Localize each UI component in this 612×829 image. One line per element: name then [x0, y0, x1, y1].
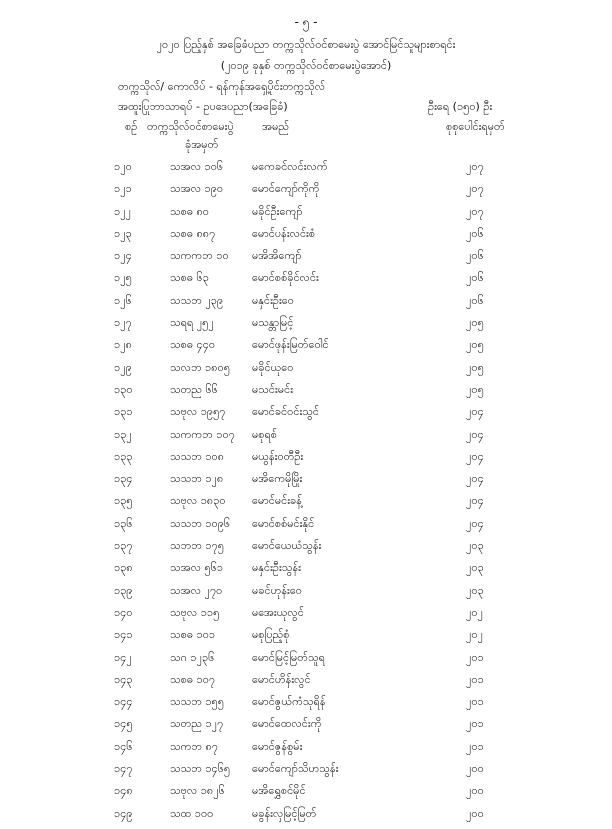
column-header-name: အမည်	[262, 120, 290, 133]
student-name: မအေးယုလွင်	[252, 605, 304, 619]
total-marks: ၂၀၄	[466, 427, 484, 441]
student-name: မသင်းမင်း	[252, 382, 293, 396]
total-marks: ၂၀၄	[466, 494, 484, 508]
total-marks: ၂၀၁	[466, 650, 484, 664]
roll-number: သစဓ ၆၃	[170, 271, 209, 285]
roll-number: သကကဘ ၁၀၇	[170, 427, 235, 441]
roll-number: သသဘ ၁၀၈	[170, 449, 225, 463]
row-number: ၁၃၀	[114, 382, 133, 396]
roll-number: သစဓ ၈၈၇	[170, 226, 216, 240]
roll-number: သအလ ၅၆၁	[170, 561, 224, 575]
roll-number: သတည ၁၂၇	[170, 717, 224, 731]
row-number: ၁၃၂	[114, 427, 132, 441]
student-name: မအိကေမိုမြိုး	[252, 472, 303, 486]
table-row	[0, 807, 612, 829]
row-number: ၁၄၁	[114, 628, 133, 642]
student-name: မောင်ပန်းလင်းစံ	[252, 226, 316, 240]
table-row	[0, 428, 612, 450]
table-row	[0, 651, 612, 673]
student-name: မကေခင်လင်းလက်	[252, 160, 328, 173]
row-number: ၁၄၀	[114, 605, 133, 619]
roll-number: သဗုလ ၁၈၂၆	[170, 784, 225, 798]
row-number: ၁၂၆	[114, 293, 132, 307]
row-number: ၁၄၃	[114, 672, 133, 686]
roll-number: သလဘ ၁၈၀၅	[170, 360, 230, 374]
student-name: မောင်မြင့်မြတ်သူရ	[252, 650, 325, 664]
student-name: မသန္တာမြင့်	[252, 316, 294, 330]
student-name: မောင်ဟိန်းလွင်	[252, 672, 311, 686]
row-number: ၁၂၄	[114, 249, 132, 263]
total-marks: ၂၀၀	[466, 762, 484, 776]
row-number: ၁၂၂	[114, 204, 131, 218]
total-marks: ၂၀၃	[466, 583, 484, 597]
student-name: မခိုင်ယုဝေ	[252, 360, 294, 374]
row-number: ၁၃၉	[114, 583, 133, 597]
student-name: မောင်ဇွန်စွမ်း	[252, 739, 303, 753]
total-marks: ၂၀၀	[466, 806, 484, 820]
total-marks: ၂၀၄	[466, 516, 484, 530]
row-number: ၁၄၇	[114, 762, 133, 776]
total-marks: ၂၀၂	[466, 628, 483, 642]
roll-number: သအလ ၁၀၆	[170, 160, 224, 173]
row-number: ၁၄၄	[114, 695, 133, 709]
row-number: ၁၄၈	[114, 784, 133, 798]
total-marks: ၂၀၅	[466, 360, 484, 374]
roll-number: သဗုလ ၁၉၅၇	[170, 405, 226, 419]
total-count: ဦးရေ (၁၅၀) ဦး	[428, 100, 493, 113]
roll-number: သအလ ၁၉၀	[170, 182, 224, 196]
total-marks: ၂၀၁	[466, 672, 484, 686]
column-header-roll: တက္ကသိုလ်ဝင်စာမေးပွဲ	[147, 120, 234, 133]
table-row	[0, 160, 612, 182]
total-marks: ၂၀၁	[466, 695, 484, 709]
table-row	[0, 717, 612, 739]
student-name: မနှင်းဦးသွန်း	[252, 561, 301, 575]
student-name: မခွန်းလှမြင့်မြတ်	[252, 806, 317, 820]
table-row	[0, 316, 612, 338]
student-name: မောင်ခင်ဝင်းသွင်	[252, 405, 319, 419]
table-row	[0, 606, 612, 628]
column-header-no: စဉ်	[125, 120, 138, 133]
student-name: မောင်ကျော်ကိုကို	[252, 182, 320, 196]
row-number: ၁၂၈	[114, 338, 132, 352]
roll-number: သသဘ ၁၂၈	[170, 472, 224, 486]
total-marks: ၂၀၄	[466, 449, 484, 463]
total-marks: ၂၀၇	[466, 160, 484, 173]
table-row	[0, 628, 612, 650]
table-row	[0, 450, 612, 472]
table-row	[0, 695, 612, 717]
student-name: မစုပြည့်စုံ	[252, 628, 290, 642]
total-marks: ၂၀၃	[466, 539, 484, 553]
student-name: မယွန်းဝတီဦး	[252, 449, 304, 463]
roll-number: သရရ ၂၅၂	[170, 316, 214, 330]
table-row	[0, 494, 612, 516]
roll-number: သကကဘ ၁၀	[170, 249, 229, 263]
table-row	[0, 205, 612, 227]
row-number: ၁၃၅	[114, 494, 133, 508]
table-row	[0, 517, 612, 539]
table-row	[0, 472, 612, 494]
table-row	[0, 271, 612, 293]
roll-number: သတည ၆၆	[170, 382, 218, 396]
document-subtitle: (၂၀၁၉ ခုနှစ် တက္ကသိုလ်ဝင်စာမေးပွဲအောင်)	[220, 59, 392, 72]
row-number: ၁၂၉	[114, 360, 132, 374]
roll-number: သသဘ ၁၀၉၆	[170, 516, 231, 530]
student-name: မအိအိကျော်	[252, 249, 302, 263]
total-marks: ၂၀၁	[466, 739, 484, 753]
roll-number: သဂ ၁၂၃၆	[170, 650, 215, 664]
row-number: ၁၃၁	[114, 405, 133, 419]
row-number: ၁၂၁	[114, 182, 132, 196]
table-row	[0, 182, 612, 204]
subject-line: အထူးပြုဘာသာရပ် - ဥပဒေပညာ(အခြေခံ)	[118, 100, 288, 113]
student-name: မောင်ထေလင်းကို	[252, 717, 322, 731]
student-name: မောင်စစ်ခိုင်လင်း	[252, 271, 319, 285]
column-header-roll-sub: ခုံအမှတ်	[185, 138, 219, 151]
total-marks: ၂၀၆	[466, 293, 484, 307]
row-number: ၁၂၇	[114, 316, 132, 330]
student-name: မောင်ကျော်သိဟသွန်း	[252, 762, 339, 776]
total-marks: ၂၀၆	[466, 226, 484, 240]
roll-number: သကဘ ၈၇	[170, 739, 218, 753]
roll-number: သသဘ ၂၃၉	[170, 293, 224, 307]
student-name: မစုရစ်	[252, 427, 277, 441]
roll-number: သအလ ၂၇၀	[170, 583, 223, 597]
row-number: ၁၄၅	[114, 717, 133, 731]
total-marks: ၂၀၅	[466, 382, 484, 396]
table-row	[0, 584, 612, 606]
table-row	[0, 740, 612, 762]
row-number: ၁၃၄	[114, 472, 133, 486]
table-row	[0, 561, 612, 583]
row-number: ၁၃၈	[114, 561, 133, 575]
table-row	[0, 673, 612, 695]
table-row	[0, 249, 612, 271]
document-title: ၂၀၂၀ ပြည့်နှစ် အခြေခံပညာ တက္ကသိုလ်ဝင်စာမေးပွဲ အောင်မြင်သူများစာရင်း	[156, 38, 456, 51]
table-row	[0, 338, 612, 360]
total-marks: ၂၀၆	[466, 271, 484, 285]
row-number: ၁၃၇	[114, 539, 133, 553]
total-marks: ၂၀၂	[466, 605, 483, 619]
roll-number: သဘဘ ၁၇၅	[170, 539, 224, 553]
student-name: မအိရွှေစင်မိုင်	[252, 784, 306, 798]
student-name: မခင်ဟုန်းဝေ	[252, 583, 302, 597]
roll-number: သစဓ ၁၀၁	[170, 628, 216, 642]
student-name: မောင်ဖုန်းမြတ်ဝေါင်	[252, 338, 329, 352]
roll-number: သထ ၁၀၀	[170, 806, 214, 820]
column-header-marks: စုစုပေါင်းရမှတ်	[446, 120, 505, 133]
table-row	[0, 405, 612, 427]
roll-number: သဗုလ ၁၁၅	[170, 605, 220, 619]
student-name: မောင်မင်းခန့်	[252, 494, 302, 508]
table-row	[0, 294, 612, 316]
table-row	[0, 784, 612, 806]
row-number: ၁၄၉	[114, 806, 133, 820]
total-marks: ၂၀၃	[466, 561, 484, 575]
student-name: မောင်ဇွယ်ကံသုရိန်	[252, 695, 326, 709]
student-name: မခိုင်ဦးကျော်	[252, 204, 303, 218]
row-number: ၁၂၀	[114, 160, 132, 173]
table-row	[0, 762, 612, 784]
row-number: ၁၄၂	[114, 650, 132, 664]
university-line: တက္ကသိုလ်/ ကောလိပ် - ရန်ကုန်အရှေ့ပိုင်းတက္ကသိုလ်	[118, 80, 326, 93]
row-number: ၁၄၆	[114, 739, 133, 753]
table-row	[0, 539, 612, 561]
total-marks: ၂၀၄	[466, 472, 484, 486]
table-row	[0, 227, 612, 249]
total-marks: ၂၀၆	[466, 249, 484, 263]
total-marks: ၂၀၅	[466, 338, 484, 352]
total-marks: ၂၀၇	[466, 204, 484, 218]
results-table	[0, 160, 612, 829]
total-marks: ၂၀၅	[466, 316, 484, 330]
total-marks: ၂၀၀	[466, 784, 484, 798]
roll-number: သစဓ ၈၀	[170, 204, 209, 218]
total-marks: ၂၀၄	[466, 405, 484, 419]
table-row	[0, 383, 612, 405]
page-number: - ၅ -	[294, 15, 318, 29]
row-number: ၁၃၆	[114, 516, 133, 530]
roll-number: သစဓ ၁၀၇	[170, 672, 216, 686]
roll-number: သသဘ ၁၅၅	[170, 695, 224, 709]
row-number: ၁၃၃	[114, 449, 133, 463]
student-name: မနှင်းဦးဝေ	[252, 293, 294, 307]
roll-number: သစဓ ၄၄၀	[170, 338, 216, 352]
roll-number: သသဘ ၁၄၆၅	[170, 762, 231, 776]
student-name: မောင်စစ်မင်းနိုင်	[252, 516, 315, 530]
row-number: ၁၂၅	[114, 271, 132, 285]
total-marks: ၂၀၁	[466, 717, 484, 731]
table-row	[0, 361, 612, 383]
total-marks: ၂၀၇	[466, 182, 484, 196]
roll-number: သဗုလ ၁၈၃၀	[170, 494, 226, 508]
row-number: ၁၂၃	[114, 226, 132, 240]
student-name: မောင်ယေယံသွန်း	[252, 539, 322, 553]
